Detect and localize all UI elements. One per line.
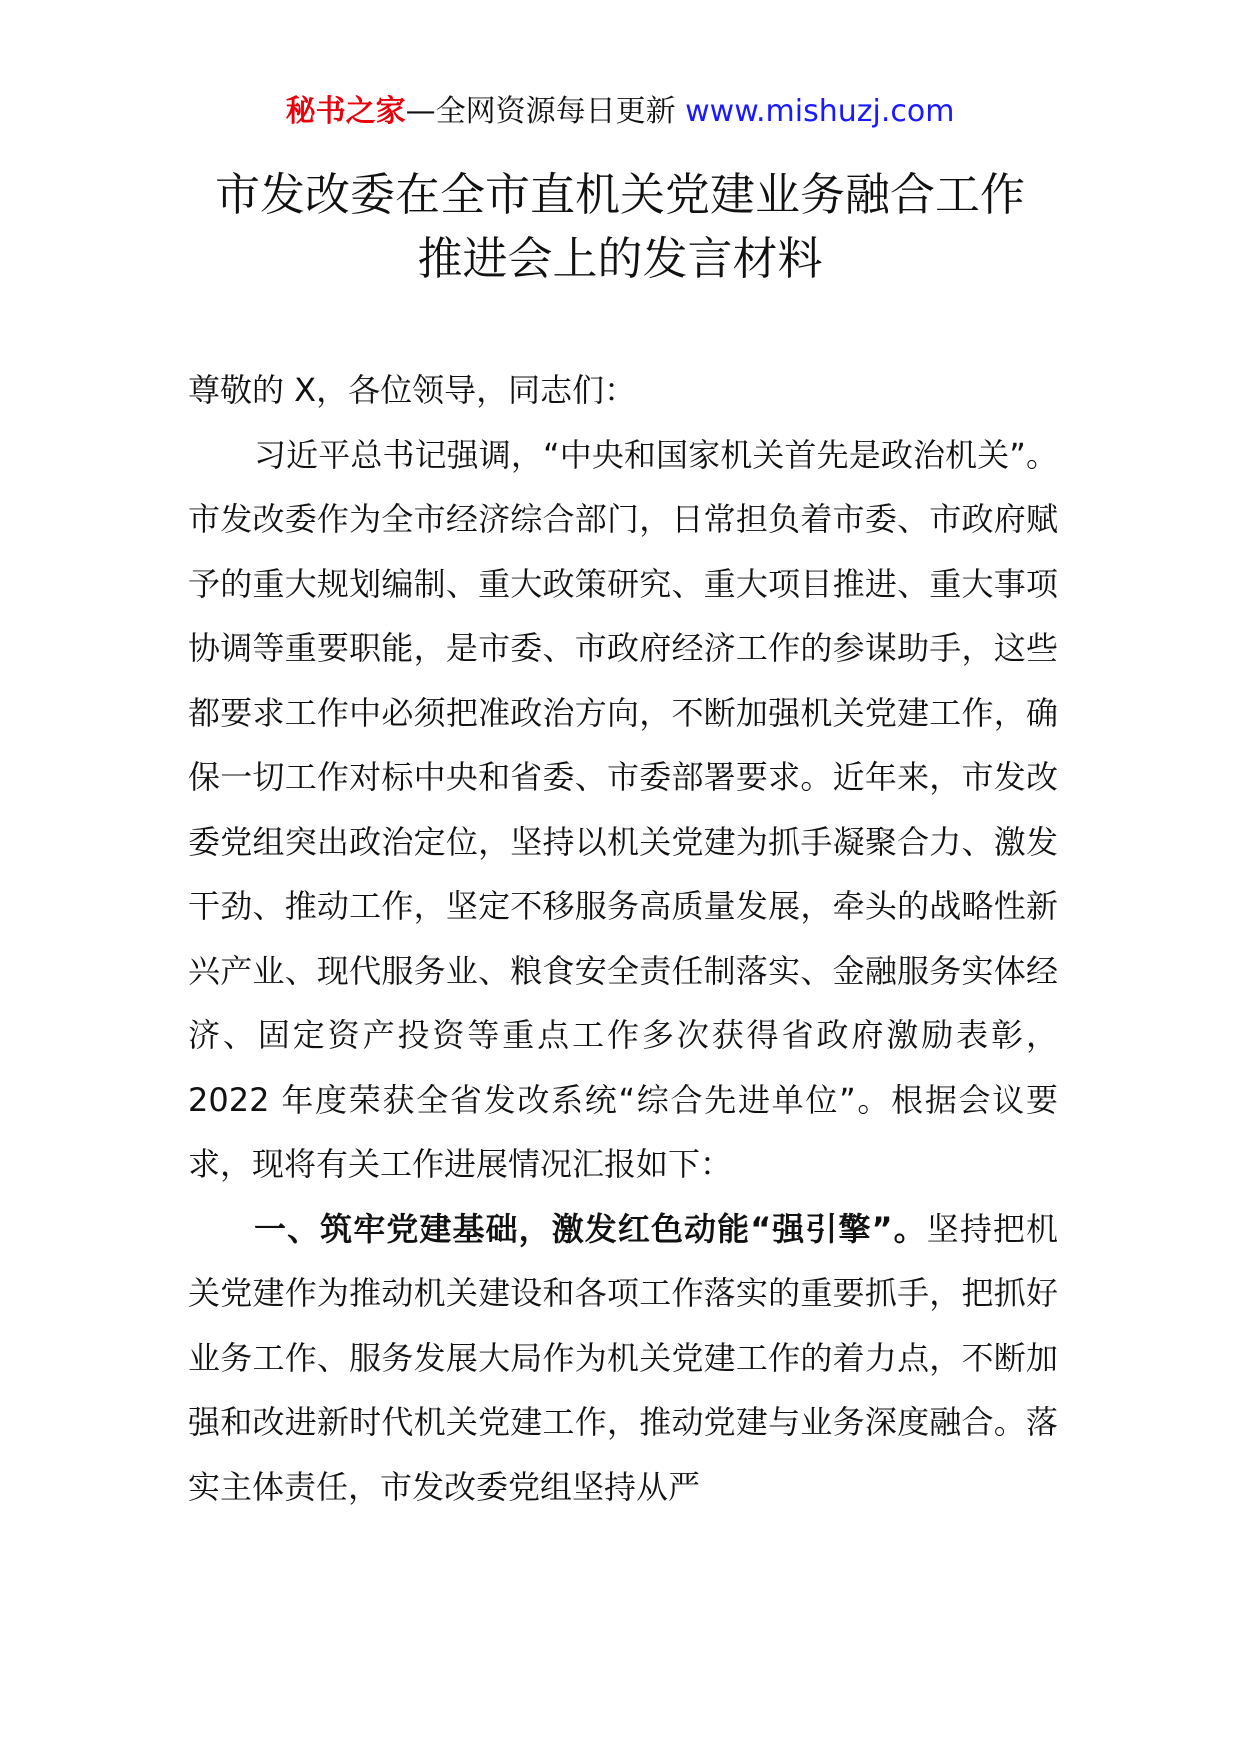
salutation: 尊敬的 X，各位领导，同志们：: [188, 371, 637, 409]
title-line-2: 推进会上的发言材料: [417, 232, 823, 285]
section-1-heading: 一、筑牢党建基础，激发红色动能“强引擎”。: [254, 1209, 927, 1248]
title-line-1: 市发改委在全市直机关党建业务融合工作: [214, 168, 1025, 221]
paragraph-section-1: [188, 1197, 1058, 1520]
site-brand: 秘书之家: [285, 94, 406, 129]
site-url-link[interactable]: www.mishuzj.com: [685, 94, 955, 129]
document-title: [0, 163, 1240, 291]
site-tagline: —全网资源每日更新: [405, 94, 676, 129]
section-1-text: 坚持把机关党建作为推动机关建设和各项工作落实的重要抓手，把抓好业务工作、服务发展大局作为机关党建工作的着力点，不断加强和改进新时代机关党建工作，推动党建与业务深度融合。落实主体责任，市发改委党组坚持从严: [188, 1209, 1058, 1506]
document-body: [188, 358, 1058, 1519]
paragraph-intro: 习近平总书记强调，“中央和国家机关首先是政治机关”。市发改委作为全市经济综合部门，日常担负着市委、市政府赋予的重大规划编制、重大政策研究、重大项目推进、重大事项协调等重要职能，是市委、市政府经济工作的参谋助手，这些都要求工作中必须把准政治方向，不断加强机关党建工作，确保一切工作对标中央和省委、市委部署要求。近年来，市发改委党组突出政治定位，坚持以机关党建为抓手凝聚合力、激发干劲、推动工作，坚定不移服务高质量发展，牵头的战略性新兴产业、现代服务业、粮食安全责任制落实、金融服务实体经济、固定资产投资等重点工作多次获得省政府激励表彰，2022 年度荣获全省发改系统“综合先进单位”。根据会议要求，现将有关工作进展情况汇报如下：: [188, 435, 1058, 1183]
site-header: [0, 92, 1240, 132]
